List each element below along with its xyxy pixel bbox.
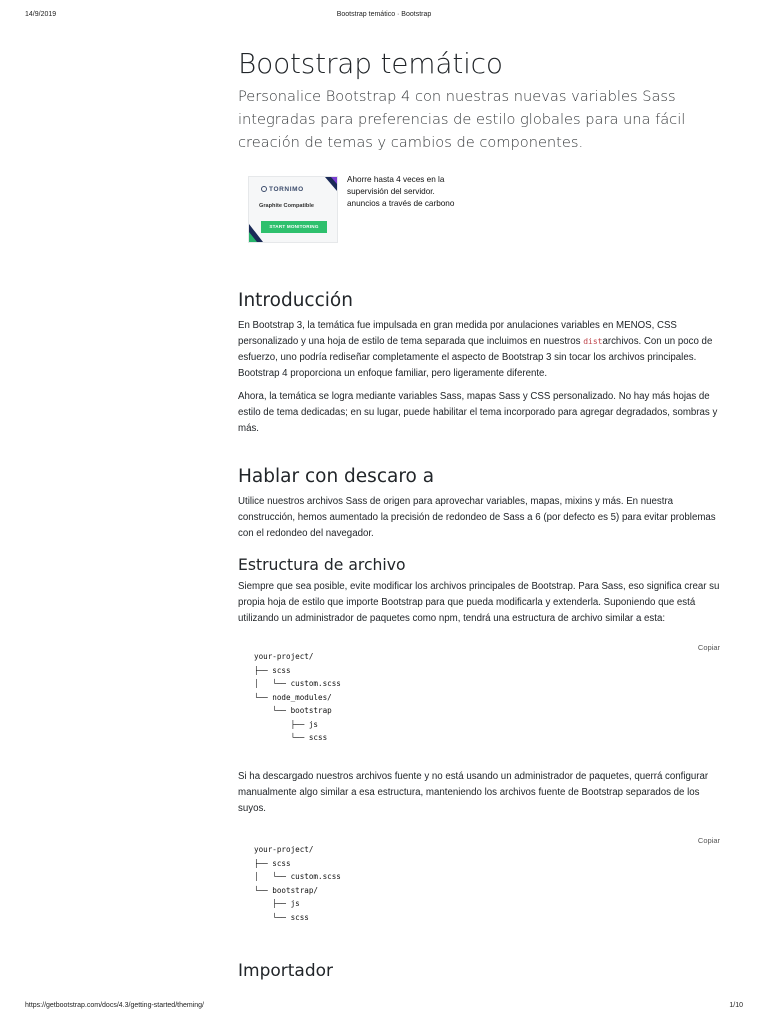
ad-logo-icon (261, 186, 267, 192)
ad-corner-shape (249, 232, 257, 242)
print-footer (0, 1002, 768, 1014)
print-date: 14/9/2019 (25, 11, 57, 18)
ad-start-button[interactable]: START MONITORING (261, 221, 327, 233)
intro-text-before: En Bootstrap 3, la temática fue impulsada en gran medida por anulaciones variables en MENOS, CSS personalizado y una hoja de estilo de tema separada que incluimos en nuestros (238, 320, 677, 347)
intro-paragraph-1 (238, 318, 730, 382)
ad-image[interactable] (248, 176, 338, 243)
intro-paragraph-2: Ahora, la temática se logra mediante variables Sass, mapas Sass y CSS personalizado. No hay más hojas de estilo de tema dedicadas; en su lugar, puede habilitar el tema incorporado para agregar degradados, sombras y más. (238, 391, 718, 434)
ad-logo (261, 186, 304, 193)
page-title: Bootstrap temático (238, 47, 503, 80)
heading-sass: Hablar con descaro a (238, 466, 435, 487)
code-block-1 (238, 643, 730, 751)
ad-via-link[interactable]: anuncios a través de carbono (347, 199, 455, 208)
heading-file-structure: Estructura de archivo (238, 556, 406, 574)
code-content: your-project/ ├── scss │ └── custom.scss └── node_modules/ └── bootstrap ├── js └── scss (254, 652, 341, 742)
print-title: Bootstrap temático · Bootstrap (336, 11, 432, 18)
ad-subtitle: Graphite Compatible (259, 203, 315, 209)
ad-logo-text: TORNIMO (269, 186, 304, 193)
print-url: https://getbootstrap.com/docs/4.3/getting-started/theming/ (25, 1002, 204, 1009)
main-content (238, 44, 730, 984)
copy-button[interactable]: Copiar (697, 643, 720, 652)
ad-description[interactable]: Ahorre hasta 4 veces en la supervisión del servidor. (347, 175, 445, 196)
inline-code-dist: dist (583, 337, 603, 346)
copy-button[interactable]: Copiar (697, 836, 720, 845)
heading-importador: Importador (238, 961, 334, 981)
lead-paragraph: Personalice Bootstrap 4 con nuestras nuevas variables Sass integradas para preferencias de estilo globales para una fácil creación de temas y cambios de componentes. (238, 88, 686, 151)
intro-text-after: archivos. Con un poco de esfuerzo, uno podría rediseñar completamente el aspecto de Bootstrap 3 sin tocar los archivos principales. Bootstrap 4 proporciona un enfoque familiar, pero ligeramente diferente. (238, 336, 713, 379)
ad-text (347, 174, 457, 210)
code-content: your-project/ ├── scss │ └── custom.scss └── bootstrap/ ├── js └── scss (254, 845, 341, 922)
structure-paragraph-2: Si ha descargado nuestros archivos fuente y no está usando un administrador de paquetes, querrá configurar manualmente algo similar a esa estructura, manteniendo los archivos fuente de Bootstrap separados de los suyos. (238, 771, 709, 814)
heading-introduccion: Introducción (238, 290, 353, 311)
sass-paragraph: Utilice nuestros archivos Sass de origen para aprovechar variables, mapas, mixins y más. En nuestra construcción, hemos aumentado la precisión de redondeo de Sass a 6 (por defecto es 5) para evitar problemas con el redondeo del navegador. (238, 496, 716, 539)
code-block-2 (238, 836, 730, 930)
structure-paragraph-1: Siempre que sea posible, evite modificar los archivos principales de Bootstrap. Para Sass, eso significa crear su propia hoja de estilo que importe Bootstrap para que pueda modificarla y extenderla. Suponiendo que está utilizando un administrador de paquetes como npm, tendrá una estructura de archivo similar a esta: (238, 581, 720, 624)
carbon-ad (238, 176, 730, 288)
ad-corner-shape (331, 177, 337, 184)
print-header (0, 11, 768, 23)
print-page-number: 1/10 (729, 1002, 743, 1009)
